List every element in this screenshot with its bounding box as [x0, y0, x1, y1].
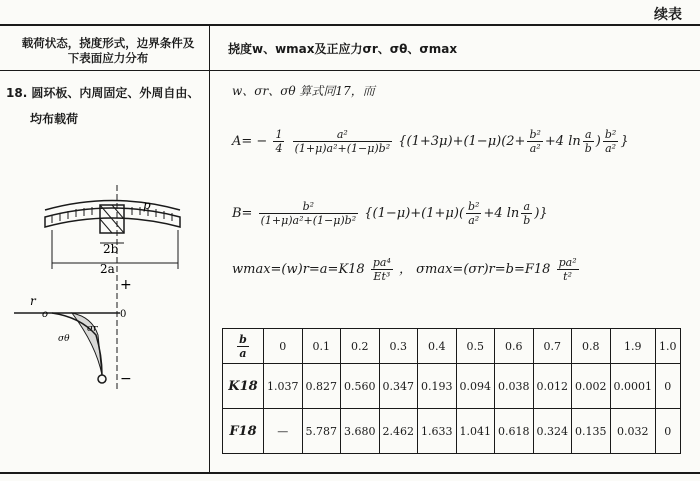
- bottom-rule: [0, 472, 700, 474]
- load-hatching: [52, 207, 172, 223]
- coefficient-table: [222, 328, 681, 454]
- table-cell: 0.038: [495, 364, 534, 409]
- formula-smax-frac: $\frac{\text{pa²}}{\text{t²}}$: [558, 256, 577, 283]
- table-cell: 1.037: [264, 364, 303, 409]
- formula-smax-lhs: ， σmax=(σr)r=b=F18: [399, 262, 551, 277]
- formula-A-coef: $\frac{1}{4}$: [275, 128, 283, 155]
- header-right-label: 挠度w、wmax及正应力σr、σθ、σmax: [228, 42, 458, 56]
- row-label: K18: [223, 364, 264, 409]
- ratio-label: $\frac{b}{a}$: [223, 329, 264, 364]
- ratio-row: [223, 329, 681, 364]
- zero-label-right: 0: [120, 309, 127, 320]
- formula-B: B= $\frac{\text{b²}}{\text{(1+μ)a²+(1−μ)b²}}$ {(1−μ)+(1+μ)( $\frac{\text{b²}}{\text{a²}}$ +4 ln $\frac{a}{b}$ )}: [232, 200, 548, 227]
- ratio-cell: 0.3: [379, 329, 418, 364]
- table-cell: —: [264, 409, 303, 454]
- ratio-cell: 0.8: [572, 329, 611, 364]
- table-cell: 1.041: [456, 409, 495, 454]
- formula-wmax-lhs: wmax=(w)r=a=K18: [232, 262, 365, 277]
- case-subtitle: 均布载荷: [30, 112, 79, 126]
- ratio-cell: 0.4: [418, 329, 457, 364]
- ratio-cell: 0.6: [495, 329, 534, 364]
- ratio-cell: 0.5: [456, 329, 495, 364]
- table-cell: 5.787: [302, 409, 341, 454]
- f18-row: [223, 409, 681, 454]
- formula-wmax: [232, 256, 581, 283]
- k18-row: [223, 364, 681, 409]
- table-cell: 0: [656, 364, 681, 409]
- ratio-cell: 1.9: [610, 329, 656, 364]
- ratio-cell: 0: [264, 329, 303, 364]
- column-divider: [209, 24, 210, 473]
- table-cell: 2.462: [379, 409, 418, 454]
- case-title: 18. 圆环板、内周固定、外周自由、: [6, 86, 200, 100]
- sigma-r-region: [72, 313, 102, 375]
- outer-dimension: 2a: [100, 262, 115, 276]
- zero-label-left: o: [42, 309, 49, 320]
- header-left-label: 载荷状态，挠度形式，边界条件及下表面应力分布: [21, 36, 195, 65]
- plate-figure: [0, 185, 209, 395]
- minus-label: −: [120, 371, 132, 387]
- table-cell: 0.032: [610, 409, 656, 454]
- load-label: p: [143, 198, 151, 212]
- table-cell: 1.633: [418, 409, 457, 454]
- row-label: F18: [223, 409, 264, 454]
- formula-wmax-frac: $\frac{\text{pa⁴}}{\text{Et³}}$: [372, 256, 391, 283]
- sigma-theta-label: σθ: [58, 334, 70, 344]
- top-rule: [0, 24, 700, 26]
- formula-A-frac: $\frac{\text{a²}}{\text{(1+μ)a²+(1−μ)b²}}$: [294, 128, 391, 155]
- header-rule: [0, 70, 700, 71]
- table-cell: 0.012: [533, 364, 572, 409]
- table-cell: 0.002: [572, 364, 611, 409]
- formula-B-frac: $\frac{\text{b²}}{\text{(1+μ)a²+(1−μ)b²}}$: [260, 200, 357, 227]
- ratio-cell: 0.7: [533, 329, 572, 364]
- ratio-cell: 1.0: [656, 329, 681, 364]
- table-cell: 0.618: [495, 409, 534, 454]
- formula-intro: w、σr、σθ 算式同17，而: [232, 84, 375, 98]
- formula-A: A= − $\frac{1}{4}$ $\frac{\text{a²}}{\text{(1+μ)a²+(1−μ)b²}}$ {(1+3μ)+(1−μ)(2+ $\frac{\text{b²}}{\text{a²}}$ +4 ln $\frac{a}{b}$ ) $\frac{\text{b²}}{\text{a²}}$ }: [232, 128, 629, 155]
- table-cell: 0.324: [533, 409, 572, 454]
- formula-B-lhs: B=: [232, 206, 253, 221]
- inner-dimension: 2b: [103, 242, 119, 256]
- stress-end-point: [98, 375, 106, 383]
- formula-A-lhs: A= −: [232, 134, 268, 149]
- continued-label: 续表: [654, 7, 682, 23]
- table-cell: 0.193: [418, 364, 457, 409]
- ratio-cell: 0.2: [341, 329, 380, 364]
- table-cell: 0.094: [456, 364, 495, 409]
- table-cell: 0.560: [341, 364, 380, 409]
- table-cell: 0.827: [302, 364, 341, 409]
- plus-label: +: [120, 277, 132, 293]
- sigma-r-label: σr: [87, 324, 98, 334]
- table-cell: 3.680: [341, 409, 380, 454]
- table-cell: 0.135: [572, 409, 611, 454]
- ratio-cell: 0.1: [302, 329, 341, 364]
- table-cell: 0: [656, 409, 681, 454]
- table-cell: 0.347: [379, 364, 418, 409]
- r-label: r: [30, 294, 36, 308]
- table-cell: 0.0001: [610, 364, 656, 409]
- plate-body: [45, 208, 180, 227]
